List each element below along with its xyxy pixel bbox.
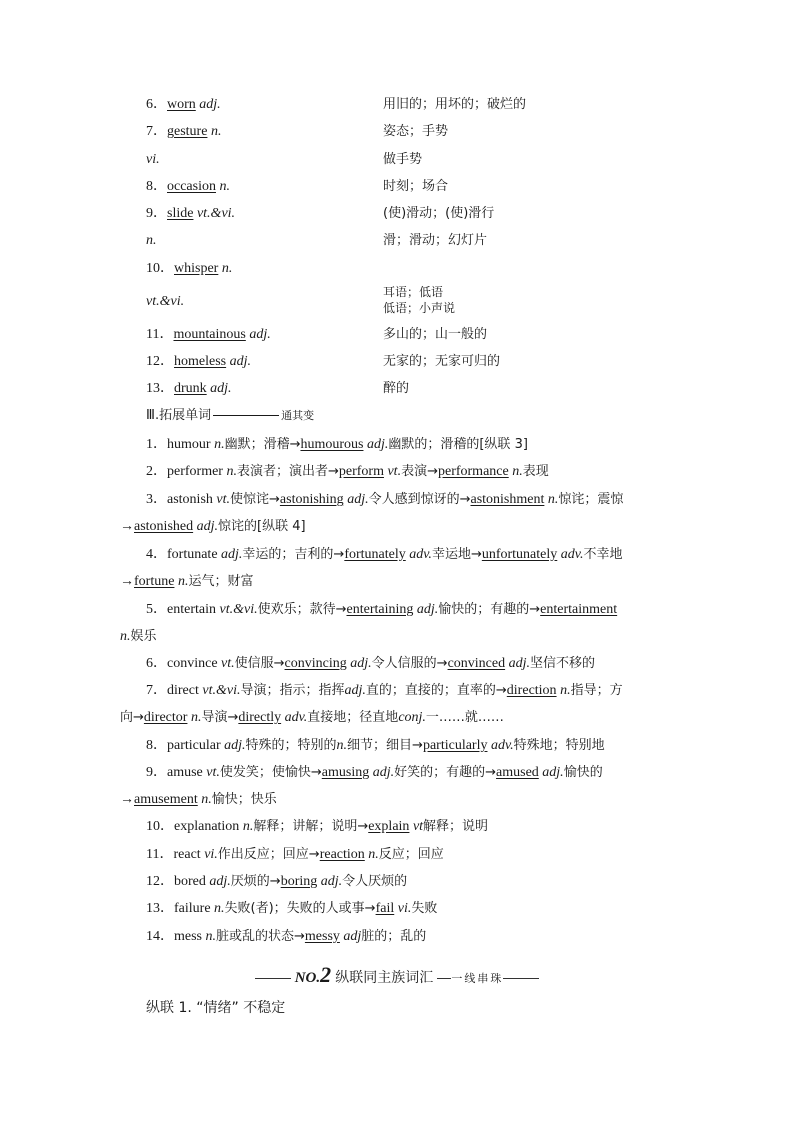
expand-line-3b: →astonished adj.惊诧的[纵联 4] [120, 519, 306, 534]
header-mid-rule [437, 978, 451, 979]
word-row-12: 12．homeless adj. [146, 354, 251, 369]
expand-line-5b: n.娱乐 [120, 629, 157, 644]
expand-line-7b: 向→director n.导演→directly adv.直接地；径直地conj.一……就…… [120, 710, 504, 725]
section-header-no2: NO.2 纵联同主族词汇 一线串珠 [0, 962, 794, 988]
expand-line-12: 12．bored adj.厌烦的→boring adj.令人厌烦的 [146, 874, 408, 889]
expand-line-10: 10．explanation n.解释；讲解；说明→explain vt解释；说明 [146, 819, 489, 834]
expand-line-4b: →fortune n.运气；财富 [120, 574, 254, 589]
expand-line-3a: 3．astonish vt.使惊诧→astonishing adj.令人感到惊讶的→astonishment n.惊诧；震惊 [146, 492, 624, 507]
meaning-7b: 做手势 [383, 152, 423, 167]
section-3-heading: Ⅲ.拓展单词 通其变 [146, 408, 315, 423]
footer-line: 纵联 1. “情绪” 不稳定 [146, 1000, 286, 1016]
word-row-9: 9．slide vt.&vi. [146, 206, 236, 221]
meaning-6: 用旧的；用坏的；破烂的 [383, 97, 527, 112]
word-row-10: 10．whisper n. [146, 261, 233, 276]
header-right-rule [503, 978, 539, 979]
word-row-6: 6．worn adj. [146, 97, 221, 112]
heading-dash [213, 415, 279, 416]
word-row-13: 13．drunk adj. [146, 381, 232, 396]
expand-line-6: 6．convince vt.使信服→convincing adj.令人信服的→convinced adj.坚信不移的 [146, 656, 595, 671]
expand-line-9a: 9．amuse vt.使发笑；使愉快→amusing adj.好笑的；有趣的→amused adj.愉快的 [146, 765, 603, 780]
expand-line-1: 1．humour n.幽默；滑稽→humourous adj.幽默的；滑稽的[纵联 3] [146, 437, 528, 452]
word-row-8: 8．occasion n. [146, 179, 230, 194]
meaning-12: 无家的；无家可归的 [383, 354, 501, 369]
meaning-13: 醉的 [383, 381, 410, 396]
word-row-11: 11．mountainous adj. [146, 327, 271, 342]
word-row-10b: vt.&vi. [146, 294, 185, 309]
expand-line-8: 8．particular adj.特殊的；特别的n.细节；细目→particularly adv.特殊地；特别地 [146, 738, 605, 753]
meaning-7: 姿态；手势 [383, 124, 449, 139]
meaning-8: 时刻；场合 [383, 179, 449, 194]
meaning-11: 多山的；山一般的 [383, 327, 488, 342]
meaning-10b: 耳语；低语 低语；小声说 [383, 285, 456, 315]
expand-line-14: 14．mess n.脏或乱的状态→messy adj脏的；乱的 [146, 929, 427, 944]
expand-line-4a: 4．fortunate adj.幸运的；吉利的→fortunately adv.幸运地→unfortunately adv.不幸地 [146, 547, 623, 562]
expand-line-7a: 7．direct vt.&vi.导演；指示；指挥adj.直的；直接的；直率的→direction n.指导；方 [146, 683, 623, 698]
word-row-9b: n. [146, 233, 157, 248]
word-row-7b: vi. [146, 152, 160, 167]
meaning-9b: 滑；滑动；幻灯片 [383, 233, 488, 248]
word-row-7: 7．gesture n. [146, 124, 222, 139]
expand-line-11: 11．react vi.作出反应；回应→reaction n.反应；回应 [146, 847, 444, 862]
expand-line-13: 13．failure n.失败(者)；失败的人或事→fail vi.失败 [146, 901, 438, 916]
meaning-9: (使)滑动；(使)滑行 [383, 206, 495, 221]
header-left-rule [255, 978, 291, 979]
expand-line-9b: →amusement n.愉快；快乐 [120, 792, 277, 807]
expand-line-2: 2．performer n.表演者；演出者→perform vt.表演→performance n.表现 [146, 464, 549, 479]
expand-line-5a: 5．entertain vt.&vi.使欢乐；款待→entertaining adj.愉快的；有趣的→entertainment [146, 602, 618, 617]
